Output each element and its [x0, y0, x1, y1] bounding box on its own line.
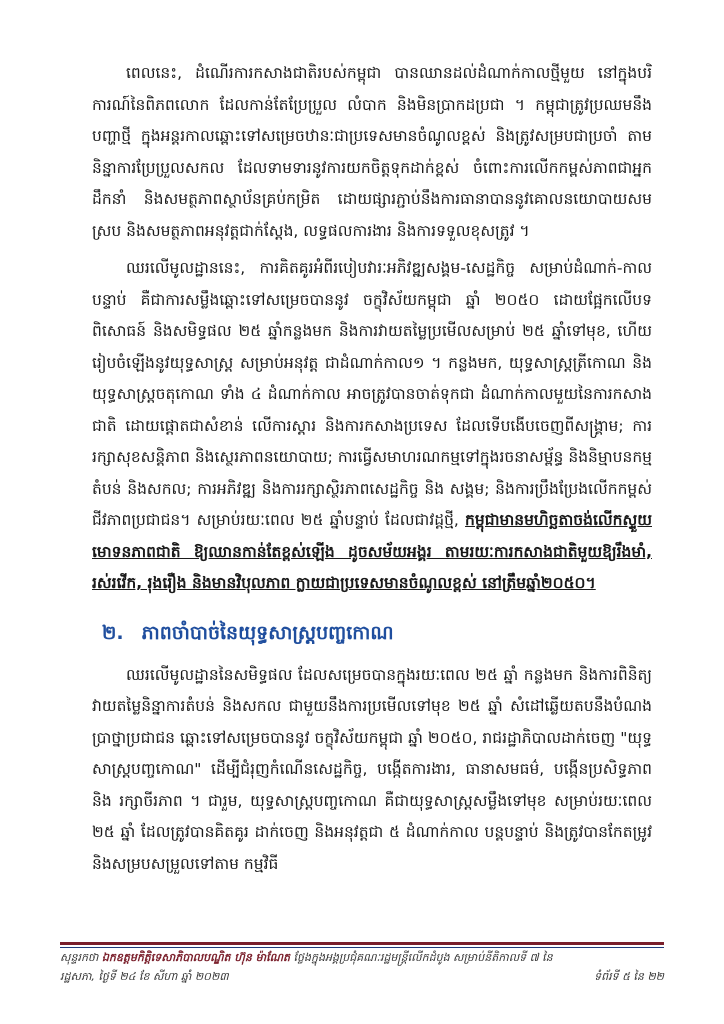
section-number: ២. — [102, 621, 124, 644]
paragraph-3: ឈរលើមូលដ្ឋាននៃសមិទ្ធផល ដែលសម្រេចបានក្នុងរយៈពេល ២៥ ឆ្នាំ កន្លងមក និងការពិនិត្យវាយតម្លៃនិន្នាការតំបន់ និងសកល ជាមួយនឹងការប្រមើលទៅមុខ ២៥ ឆ្នាំ សំដៅឆ្លើយតបនឹងបំណងប្រាថ្នាប្រជាជន ឆ្ពោះទៅសម្រេចបាននូវ ចក្ខុវិស័យកម្ពុជា ឆ្នាំ ២០៥០, រាជរដ្ឋាភិបាលដាក់ចេញ "យុទ្ធសាស្ត្របញ្ចកោណ" ដើម្បីជំរុញកំណើនសេដ្ឋកិច្ច, បង្កើតការងារ, ធានាសមធម៌, បង្កើនប្រសិទ្ធភាព និង រក្សាចីរភាព ។ ជារួម, យុទ្ធសាស្ត្របញ្ចកោណ គឺជាយុទ្ធសាស្ត្រសម្លឹងទៅមុខ សម្រាប់រយៈពេល ២៥ ឆ្នាំ ដែលត្រូវបានគិតគូរ ដាក់ចេញ និងអនុវត្តជា ៥ ដំណាក់កាល បន្តបន្ទាប់ និងត្រូវបានកែតម្រូវ និងសម្របសម្រួលទៅតាម កម្មវិធី — [92, 665, 652, 873]
page-content — [92, 58, 652, 886]
footer-line-1 — [60, 948, 664, 968]
section-heading — [92, 616, 652, 650]
footer-prefix: សុន្ទរកថា — [60, 951, 99, 964]
footer-rule — [60, 942, 664, 945]
footer-event: ថ្លែងក្នុងអង្គប្រជុំគណៈរដ្ឋមន្ត្រីលើកដំបូង សម្រាប់នីតិកាលទី ៧ នៃ — [293, 951, 553, 964]
page-footer — [60, 942, 664, 986]
footer-date: រដ្ឋសភា, ថ្ងៃទី ២៤ ខែ សីហា ឆ្នាំ ២០២៣ — [60, 970, 229, 983]
paragraph-1: ពេលនេះ, ដំណើរការកសាងជាតិរបស់កម្ពុជា បានឈានដល់ដំណាក់កាលថ្មីមួយ នៅក្នុងបរិការណ៍នៃពិភពលោក ដែលកាន់តែប្រែប្រួល លំបាក និងមិនប្រាកដប្រជា ។ កម្ពុជាត្រូវប្រឈមនឹងបញ្ហាថ្មី ក្នុងអន្តរកាលឆ្ពោះទៅសម្រេចឋានៈជាប្រទេសមានចំណូលខ្ពស់ និងត្រូវសម្របជាប្រចាំ តាមនិន្នាការប្រែប្រួលសកល ដែលទាមទារនូវការយកចិត្តទុកដាក់ខ្ពស់ ចំពោះការលើកកម្ពស់ភាពជាអ្នកដឹកនាំ និងសមត្ថភាពស្ថាប័នគ្រប់កម្រិត ដោយផ្សារភ្ជាប់នឹងការធានាបាននូវគោលនយោបាយសមស្រប និងសមត្ថភាពអនុវត្តជាក់ស្តែង, លទ្ធផលការងារ និងការទទួលខុសត្រូវ ។ — [92, 64, 652, 240]
footer-speaker: ឯកឧត្តមកិត្តិទេសាភិបាលបណ្ឌិត ហ៊ុន ម៉ាណែត — [101, 951, 291, 964]
paragraph-2-text: ឈរលើមូលដ្ឋាននេះ, ការគិតគូរអំពីរបៀបវារៈអភិវឌ្ឍសង្គម-សេដ្ឋកិច្ច សម្រាប់ដំណាក់-កាលបន្ទាប់ គឺជាការសម្លឹងឆ្ពោះទៅសម្រេចបាននូវ ចក្ខុវិស័យកម្ពុជា ឆ្នាំ ២០៥០ ដោយផ្អែកលើបទពិសោធន៍ និងសមិទ្ធផល ២៥ ឆ្នាំកន្លងមក និងការវាយតម្លៃប្រមើលសម្រាប់ ២៥ ឆ្នាំទៅមុខ, ហើយរៀបចំឡើងនូវយុទ្ធសាស្ត្រ សម្រាប់អនុវត្ត ជាដំណាក់កាល១ ។ កន្លងមក, យុទ្ធសាស្ត្រត្រីកោណ និង យុទ្ធសាស្ត្រចតុកោណ ទាំង ៤ ដំណាក់កាល អាចត្រូវបានចាត់ទុកជា ដំណាក់កាលមួយនៃការកសាងជាតិ ដោយផ្តោតជាសំខាន់ លើការស្តារ និងការកសាងប្រទេស ដែលទើបងើបចេញពីសង្គ្រាម; ការរក្សាសុខសន្តិភាព និងស្ថេរភាពនយោបាយ; ការធ្វើសមាហរណកម្មទៅក្នុងរចនាសម្ព័ន្ធ និងនិម្មាបនកម្មតំបន់ និងសកល; ការអភិវឌ្ឍ និងការរក្សាស្ថិរភាពសេដ្ឋកិច្ច និង សង្គម; និងការប្រឹងប្រែងលើកកម្ពស់ជីវភាពប្រជាជន។ សម្រាប់រយៈពេល ២៥ ឆ្នាំបន្ទាប់ ដែលជាវដ្តថ្មី, — [92, 259, 652, 529]
section-title: ភាពចាំបាច់នៃយុទ្ធសាស្ត្របញ្ចកោណ — [141, 621, 394, 644]
page-number: ទំព័រទី ៥ នៃ ២២ — [594, 970, 664, 983]
paragraph-2-underlined: កម្ពុជាមានមហិច្ឆតាចង់លើកស្ទួយមោទនភាពជាតិ ឱ្យឈានកាន់តែខ្ពស់ឡើង ដូចសម័យអង្គរ តាមរយៈការកសាងជាតិមួយឱ្យរឹងមាំ, រស់រវើក, រុងរឿង និងមានវិបុលភាព ក្លាយជាប្រទេសមានចំណូលខ្ពស់ នៅត្រឹមឆ្នាំ២០៥០។ — [92, 511, 652, 592]
paragraph-2 — [92, 253, 652, 600]
footer-line-2 — [60, 968, 664, 986]
